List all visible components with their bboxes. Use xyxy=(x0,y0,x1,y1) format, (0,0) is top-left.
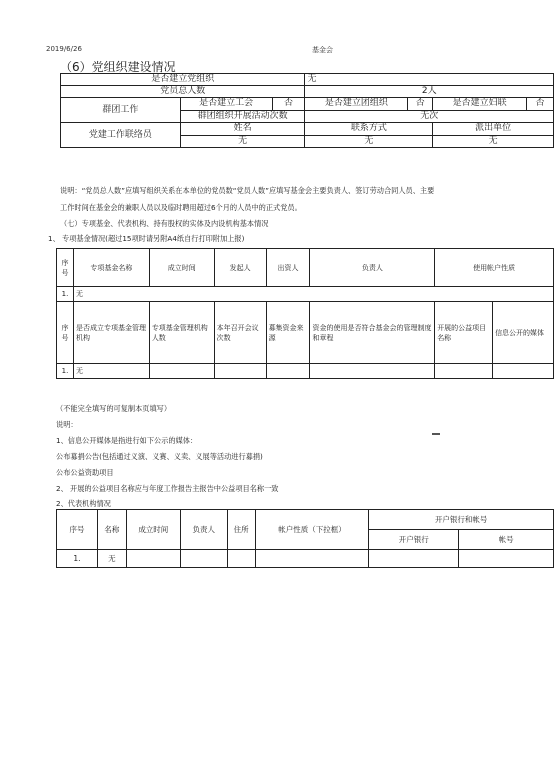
table-row-index: 1. xyxy=(57,364,74,379)
note-heading: 说明： xyxy=(56,420,78,429)
union-label: 是否建立工会 xyxy=(180,98,272,111)
mass-work-label: 群团工作 xyxy=(61,98,181,123)
col-header-index: 序号 xyxy=(57,510,98,550)
col-header-index: 序号 xyxy=(57,302,74,364)
col-header-disclosure-media: 信息公开的媒体 xyxy=(493,302,554,364)
col-header-mgmt-staff: 专项基金管理机构人数 xyxy=(149,302,214,364)
note-line: 1、信息公开媒体是指进行如下公示的媒体： xyxy=(56,436,198,445)
print-header-title: 基金会 xyxy=(312,46,333,54)
col-header-address: 住所 xyxy=(227,510,255,550)
liaison-unit-value: 无 xyxy=(433,135,554,148)
col-header-name: 名称 xyxy=(97,510,126,550)
col-header-account-type: 使用帐户性质 xyxy=(435,249,554,287)
col-header-founded: 成立时间 xyxy=(149,249,214,287)
section6-note-line: 说明：“党员总人数”应填写组织关系在本单位的党员数“党员人数”应填写基金会主要负责人、签订劳动合同人员、主要 xyxy=(60,186,435,195)
party-members-label: 党员总人数 xyxy=(61,86,305,98)
liaison-contact-label: 联系方式 xyxy=(305,123,433,136)
col-header-project-name: 开展的公益项目名称 xyxy=(435,302,493,364)
section6-title: （6）党组织建设情况 xyxy=(60,60,176,74)
youth-org-label: 是否建立团组织 xyxy=(305,98,408,111)
col-header-funder: 出资人 xyxy=(266,249,310,287)
col-header-person-in-charge: 负责人 xyxy=(180,510,227,550)
col-header-account-type: 帐户性质（下拉框） xyxy=(255,510,369,550)
col-header-index: 序号 xyxy=(57,249,74,287)
print-date: 2019/6/26 xyxy=(46,45,82,53)
representative-office-subtitle: 2、代表机构情况 xyxy=(56,499,111,508)
col-header-initiator: 发起人 xyxy=(214,249,266,287)
table-row-value: 无 xyxy=(97,550,126,568)
representative-office-table xyxy=(56,509,554,568)
union-value: 否 xyxy=(272,98,305,111)
mass-activity-value: 无次 xyxy=(305,110,554,123)
party-members-value: 2人 xyxy=(305,86,554,98)
liaison-contact-value: 无 xyxy=(305,135,433,148)
col-header-account-number: 帐号 xyxy=(459,530,554,550)
table-row-value: 无 xyxy=(73,364,149,379)
note-line: 2、 开展的公益项目名称应与年度工作报告主报告中公益项目名称一致 xyxy=(56,484,279,493)
party-org-established-label: 是否建立党组织 xyxy=(61,74,305,86)
col-header-fund-name: 专项基金名称 xyxy=(73,249,149,287)
col-header-person-in-charge: 负责人 xyxy=(310,249,435,287)
liaison-name-value: 无 xyxy=(180,135,305,148)
copy-page-note: （不能完全填写的可复制本页填写） xyxy=(56,404,172,413)
section6-note-line: 工作时间在基金会的兼职人员以及临时聘用超过6个月的人员中的正式党员。 xyxy=(60,203,302,212)
liaison-unit-label: 派出单位 xyxy=(433,123,554,136)
party-org-established-value: 无 xyxy=(305,74,554,86)
special-fund-subtitle: 1、 专项基金情况(超过15项时请另附A4纸自行打印附加上报) xyxy=(48,234,245,243)
special-fund-table xyxy=(56,248,554,379)
col-header-mgmt-established: 是否成立专项基金管理机构 xyxy=(73,302,149,364)
liaison-name-label: 姓名 xyxy=(180,123,305,136)
table-row-index: 1. xyxy=(57,550,98,568)
col-header-founded: 成立时间 xyxy=(126,510,180,550)
youth-org-value: 否 xyxy=(408,98,433,111)
mass-activity-label: 群团组织开展活动次数 xyxy=(180,110,305,123)
table-row-value: 无 xyxy=(73,287,553,302)
col-header-fund-source: 募集资金来源 xyxy=(266,302,310,364)
col-header-bank-account: 开户银行和帐号 xyxy=(369,510,554,530)
table-row-index: 1. xyxy=(57,287,74,302)
party-organization-table xyxy=(60,73,554,148)
liaison-label: 党建工作联络员 xyxy=(61,123,181,148)
scan-mark xyxy=(432,433,440,435)
women-org-value: 否 xyxy=(526,98,553,111)
col-header-bank: 开户银行 xyxy=(369,530,459,550)
note-line: 公布募捐公告(包括通过义演、义赛、义卖、义展等活动进行募捐) xyxy=(56,452,263,461)
col-header-meetings: 本年召开会议次数 xyxy=(214,302,266,364)
col-header-compliance: 资金的使用是否符合基金会的管理制度和章程 xyxy=(310,302,435,364)
note-line: 公布公益资助项目 xyxy=(56,468,114,477)
section7-title: （七）专项基金、代表机构、持有股权的实体及内设机构基本情况 xyxy=(60,219,269,228)
women-org-label: 是否建立妇联 xyxy=(433,98,527,111)
